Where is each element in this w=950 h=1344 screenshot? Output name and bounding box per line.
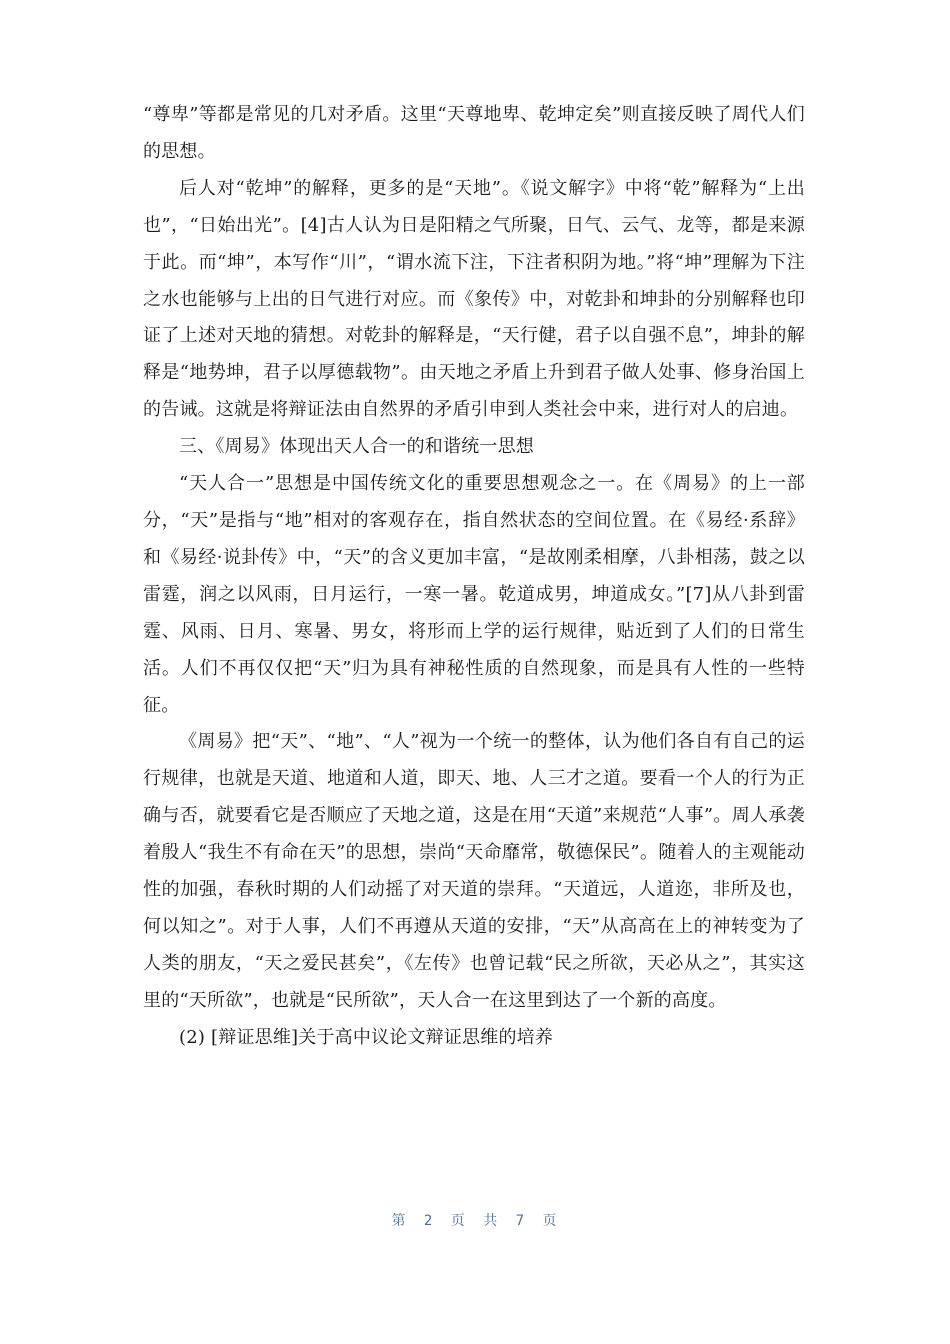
paragraph-qiankun: 后人对“乾坤”的解释，更多的是“天地”。《说文解字》中将“乾”解释为“上出也”，“日始出光”。[4]古人认为日是阳精之气所聚，日气、云气、龙等，都是来源于此。而“坤”，本写作“川”，“谓水流下注，下注者积阴为地。”将“坤”理解为下注之水也能够与上出的日气进行对应。而《象传》中，对乾卦和坤卦的分别解释也印证了上述对天地的猜想。对乾卦的解释是，“天行健，君子以自强不息”，坤卦的解释是“地势坤，君子以厚德载物”。由天地之矛盾上升到君子做人处事、修身治国上的告诫。这就是将辩证法由自然界的矛盾引申到人类社会中来，进行对人的启迪。 — [143, 177, 805, 421]
paragraph-tianrenheyi: “天人合一”思想是中国传统文化的重要思想观念之一。在《周易》的上一部分，“天”是指与“地”相对的客观存在，指自然状态的空间位置。在《易经·系辞》和《易经·说卦传》中，“天”的含义更加丰富，“是故刚柔相摩，八卦相荡，鼓之以雷霆，润之以风雨，日月运行，一寒一暑。乾道成男，坤道成女。”[7]从八卦到雷霆、风雨、日月、寒暑、男女，将形而上学的运行规律，贴近到了人们的日常生活。人们不再仅仅把“天”归为具有神秘性质的自然现象，而是具有人性的一些特征。 — [143, 473, 805, 716]
paragraph-continuation: “尊卑”等都是常见的几对矛盾。这里“天尊地卑、乾坤定矣”则直接反映了周代人们的思想。 — [143, 104, 805, 162]
document-body — [143, 97, 805, 1057]
page-number-footer: 第 2 页 共 7 页 — [391, 1213, 559, 1229]
subsection-heading: (2) [辩证思维]关于高中议论文辩证思维的培养 — [179, 1026, 554, 1048]
paragraph-zhouyi-unity: 《周易》把“天”、“地”、“人”视为一个统一的整体，认为他们各自有自己的运行规律，也就是天道、地道和人道，即天、地、人三才之道。要看一个人的行为正确与否，就要看它是否顺应了天地之道，这是在用“天道”来规范“人事”。周人承袭着殷人“我生不有命在天”的思想，崇尚“天命靡常，敬德保民”。随着人的主观能动性的加强，春秋时期的人们动摇了对天道的崇拜。“天道远，人道迩，非所及也，何以知之”。对于人事，人们不再遵从天道的安排，“天”从高高在上的神转变为了人类的朋友，“天之爱民甚矣”，《左传》也曾记载“民之所欲，天必从之”，其实这里的“天所欲”，也就是“民所欲”，天人合一在这里到达了一个新的高度。 — [143, 731, 805, 1011]
section-heading-three: 三、《周易》体现出天人合一的和谐统一思想 — [179, 436, 534, 458]
